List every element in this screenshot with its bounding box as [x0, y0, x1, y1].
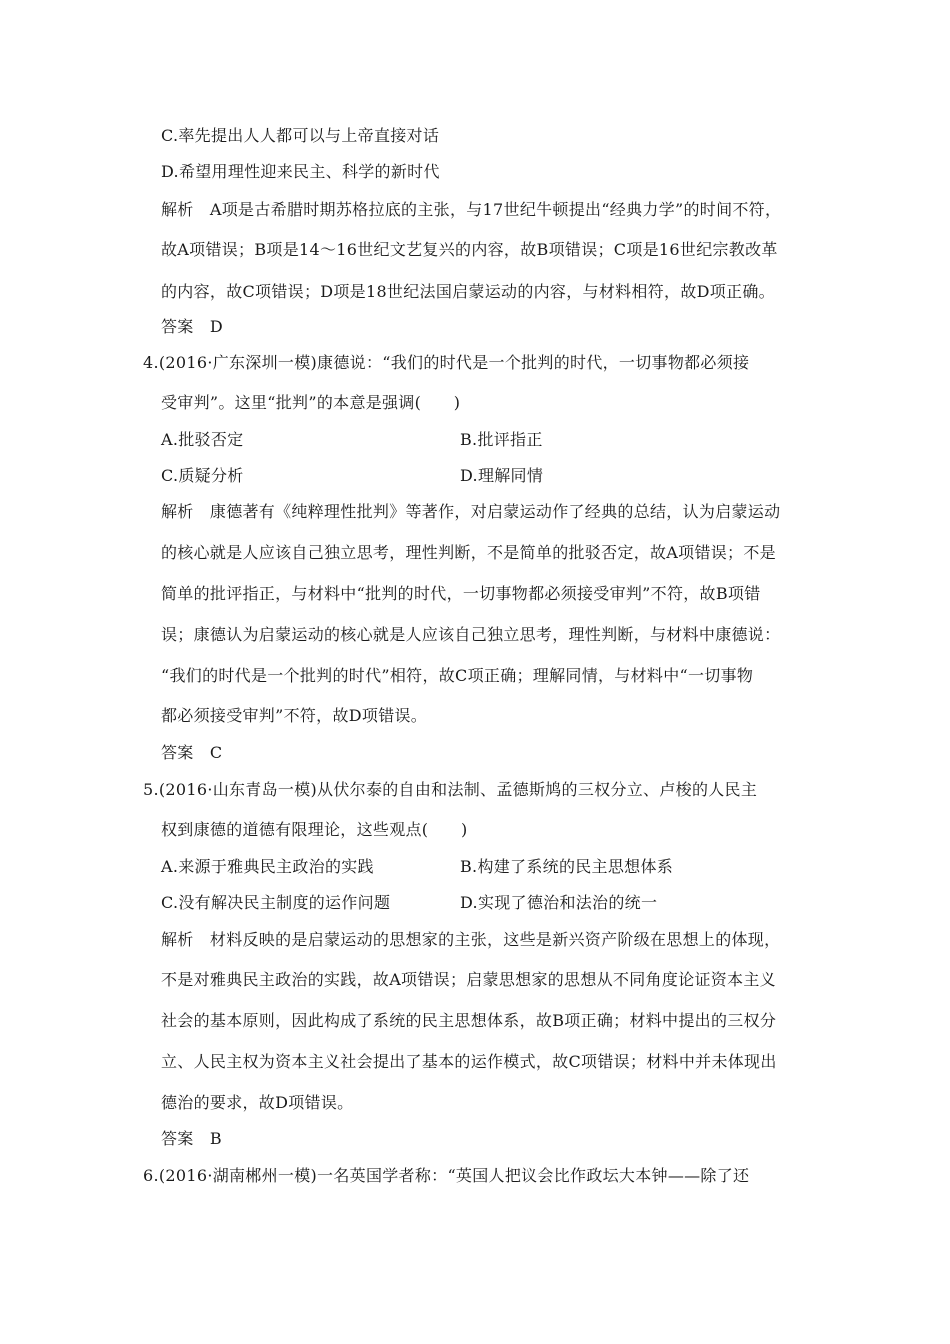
q4-stem-line: 受审判”。这里“批判”的本意是强调( ) — [161, 393, 461, 412]
q3-analysis-line: 的内容，故C项错误；D项是18世纪法国启蒙运动的内容，与材料相符，故D项正确。 — [161, 282, 775, 301]
q4-option-d: D.理解同情 — [460, 466, 544, 485]
q5-option-d: D.实现了德治和法治的统一 — [460, 893, 658, 912]
q5-analysis-line: 社会的基本原则，因此构成了系统的民主思想体系，故B项正确；材料中提出的三权分 — [161, 1011, 777, 1030]
q3-option-d: D.希望用理性迎来民主、科学的新时代 — [161, 162, 440, 181]
q4-analysis-line: 都必须接受审判”不符，故D项错误。 — [161, 706, 428, 725]
q6-stem-line: 6.(2016·湖南郴州一模)一名英国学者称：“英国人把议会比作政坛大本钟——除了还 — [143, 1166, 750, 1185]
q5-option-b: B.构建了系统的民主思想体系 — [460, 857, 674, 876]
q4-analysis-line: 误；康德认为启蒙运动的核心就是人应该自己独立思考，理性判断，与材料中康德说： — [161, 625, 781, 644]
q3-analysis-line: 故A项错误；B项是14～16世纪文艺复兴的内容，故B项错误；C项是16世纪宗教改革 — [161, 240, 778, 259]
q5-answer: 答案 B — [161, 1129, 222, 1148]
q5-option-a: A.来源于雅典民主政治的实践 — [161, 857, 374, 876]
q4-analysis-line: 解析 康德著有《纯粹理性批判》等著作，对启蒙运动作了经典的总结，认为启蒙运动 — [161, 502, 781, 521]
q3-analysis-line: 解析 A项是古希腊时期苏格拉底的主张，与17世纪牛顿提出“经典力学”的时间不符， — [161, 200, 782, 219]
q4-option-a: A.批驳否定 — [161, 430, 244, 449]
q5-analysis-line: 解析 材料反映的是启蒙运动的思想家的主张，这些是新兴资产阶级在思想上的体现， — [161, 930, 781, 949]
q5-stem-line: 权到康德的道德有限理论，这些观点( ) — [161, 820, 468, 839]
q4-analysis-line: 简单的批评指正，与材料中“批判的时代，一切事物都必须接受审判”不符，故B项错 — [161, 584, 761, 603]
q5-analysis-line: 德治的要求，故D项错误。 — [161, 1093, 354, 1112]
q4-stem-line: 4.(2016·广东深圳一模)康德说：“我们的时代是一个批判的时代，一切事物都必须接 — [143, 353, 750, 372]
q5-analysis-line: 立、人民主权为资本主义社会提出了基本的运作模式，故C项错误；材料中并未体现出 — [161, 1052, 777, 1071]
q5-stem-line: 5.(2016·山东青岛一模)从伏尔泰的自由和法制、孟德斯鸠的三权分立、卢梭的人民主 — [143, 780, 758, 799]
q3-option-c: C.率先提出人人都可以与上帝直接对话 — [161, 126, 440, 145]
q4-option-b: B.批评指正 — [460, 430, 543, 449]
q4-analysis-line: 的核心就是人应该自己独立思考，理性判断，不是简单的批驳否定，故A项错误；不是 — [161, 543, 776, 562]
q5-option-c: C.没有解决民主制度的运作问题 — [161, 893, 391, 912]
q4-answer: 答案 C — [161, 743, 223, 762]
q4-option-c: C.质疑分析 — [161, 466, 244, 485]
q4-analysis-line: “我们的时代是一个批判的时代”相符，故C项正确；理解同情，与材料中“一切事物 — [161, 666, 754, 685]
q3-answer: 答案 D — [161, 317, 224, 336]
q5-analysis-line: 不是对雅典民主政治的实践，故A项错误；启蒙思想家的思想从不同角度论证资本主义 — [161, 970, 776, 989]
